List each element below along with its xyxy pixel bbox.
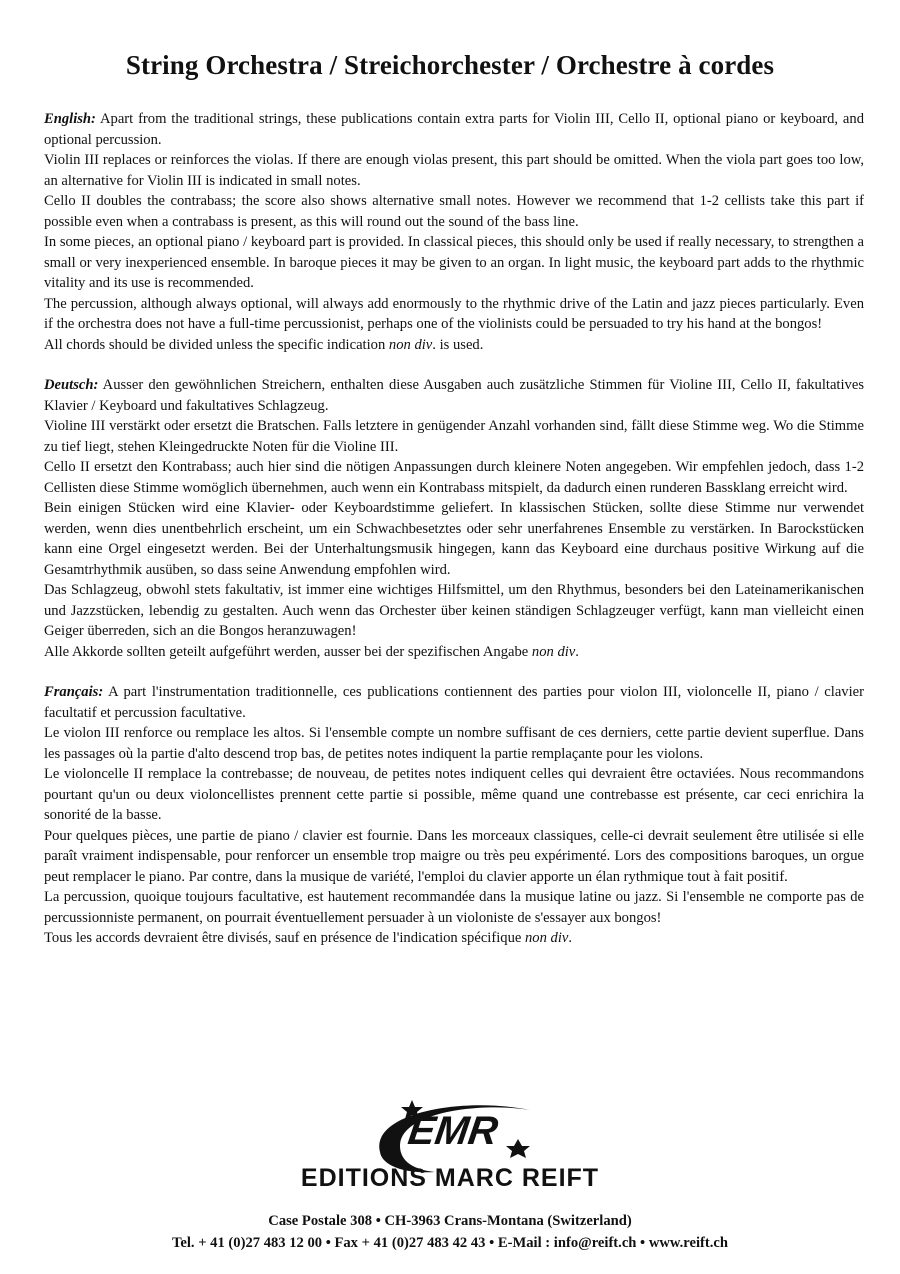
footer: [0, 1210, 900, 1254]
paragraph: Violin III replaces or reinforces the violas. If there are enough violas present, this part should be omitted. When the viola part goes too low, an alternative for Violin III is indicated in small notes.: [44, 152, 864, 189]
paragraph: [44, 335, 864, 356]
footer-contact: Tel. + 41 (0)27 483 12 00 • Fax + 41 (0)27 483 42 43 • E-Mail : info@reift.ch • www.reift.ch: [172, 1235, 728, 1251]
paragraph: In some pieces, an optional piano / keyboard part is provided. In classical pieces, this should only be used if really necessary, to strengthen a small or very inexperienced ensemble. In baroque pieces it may be given to an organ. In light music, the keyboard part adds to the rhythmic vitality and its use is recommended.: [44, 234, 864, 291]
publisher-logo: [0, 1096, 900, 1201]
paragraph: La percussion, quoique toujours facultative, est hautement recommandée dans la musique latine ou jazz. Si l'ensemble ne comporte pas de percussionniste permanent, on pourrait éventuellement persuader à un violoniste de s'essayer aux bongos!: [44, 889, 864, 926]
page-title: String Orchestra / Streichorchester / Orchestre à cordes: [125, 50, 775, 80]
paragraph: Cello II doubles the contrabass; the score also shows alternative small notes. However we recommend that 1-2 cellists take this part if possible even when a contrabass is present, as this will round out the sound of the bass line.: [44, 193, 864, 230]
paragraph-intro: [44, 682, 864, 723]
text: .: [568, 930, 573, 946]
paragraph: [44, 928, 864, 949]
paragraph: Le violoncelle II remplace la contrebasse; de nouveau, de petites notes indiquent celles qui devraient être octaviées. Nous recommandons pourtant qu'un ou deux violoncellistes prennent cette partie si possible, même quand une contrebasse est présente, car ceci enrichira la sonorité de la basse.: [44, 766, 864, 823]
emphasis: non div: [525, 930, 569, 946]
section-english: [44, 109, 864, 355]
logo-name: EDITIONS MARC REIFT: [300, 1164, 600, 1192]
language-label: Deutsch:: [44, 377, 99, 393]
language-label: English:: [44, 111, 96, 127]
paragraph: Violine III verstärkt oder ersetzt die Bratschen. Falls letztere in genügender Anzahl vorhanden sind, fällt diese Stimme weg. Wo die Stimme zu tief liegt, stehen Kleingedruckte Noten für die Violine III.: [44, 418, 864, 455]
text: Tous les accords devraient être divisés, sauf en présence de l'indication spécifique: [44, 930, 525, 946]
language-label: Français:: [44, 684, 104, 700]
emr-logo-icon: [230, 1096, 670, 1196]
text: All chords should be divided unless the specific indication: [44, 336, 389, 353]
text: Alle Akkorde sollten geteilt aufgeführt werden, ausser bei der spezifischen Angabe: [44, 643, 532, 660]
paragraph-intro: [44, 109, 864, 150]
paragraph-intro: [44, 375, 864, 416]
document-body: [44, 109, 864, 969]
paragraph: The percussion, although always optional, will always add enormously to the rhythmic drive of the Latin and jazz pieces particularly. Even if the orchestra does not have a full-time percussionist, perhaps one of the violinists could be persuaded to try his hand at the bongos!: [44, 295, 864, 332]
intro-text: Ausser den gewöhnlichen Streichern, enthalten diese Ausgaben auch zusätzliche Stimmen für Violine III, Cello II, fakultatives Klavier / Keyboard und fakultatives Schlagzeug.: [44, 377, 864, 414]
intro-text: Apart from the traditional strings, these publications contain extra parts for Violin III, Cello II, optional piano or keyboard, and optional percussion.: [44, 111, 864, 148]
emphasis: non div: [388, 336, 433, 353]
paragraph: Bein einigen Stücken wird eine Klavier- oder Keyboardstimme geliefert. In klassischen Stücken, sollte diese Stimme nur verwendet werden, wenn dies unentbehrlich erscheint, um ein Schwachbesetztes oder sehr unerfahrenes Ensemble zu verstärken. In Barockstücken kann eine Orgel eingesetzt werden. Bei der Unterhaltungsmusik hingegen, kann das Keyboard eine durchaus positive Wirkung auf die Gesamtrhythmik ausüben, so dass seine Anwendung empfohlen wird.: [44, 500, 864, 578]
intro-text: A part l'instrumentation traditionnelle, ces publications contiennent des parties pour violon III, violoncelle II, piano / clavier facultatif et percussion facultative.: [44, 684, 864, 721]
paragraph: Pour quelques pièces, une partie de piano / clavier est fournie. Dans les morceaux classiques, celle-ci devrait seulement être utilisée si elle paraît vraiment indispensable, pour renforcer un ensemble trop maigre ou très peu expérimenté. Lors des compositions baroques, un orgue peut remplacer le piano. Par contre, dans la musique de variété, l'emploi du clavier apporte un élan rythmique tout à fait positif.: [44, 827, 864, 885]
paragraph: Das Schlagzeug, obwohl stets fakultativ, ist immer eine wichtiges Hilfsmittel, um den Rhythmus, besonders bei den Lateinamerikanischen und Jazzstücken, lebendig zu gestalten. Auch wenn das Orchester über keinen ständigen Schlagzeuger verfügt, kann man vielleicht einen Geiger überreden, sich an die Bongos heranzuwagen!: [44, 582, 864, 639]
section-francais: [44, 682, 864, 949]
footer-address: Case Postale 308 • CH-3963 Crans-Montana (Switzerland): [268, 1213, 632, 1229]
section-deutsch: [44, 375, 864, 662]
text: . is used.: [432, 336, 484, 353]
text: .: [575, 643, 579, 660]
emphasis: non div: [531, 643, 576, 660]
paragraph: Le violon III renforce ou remplace les altos. Si l'ensemble compte un nombre suffisant de ces derniers, cette partie devient superflue. Dans les passages où la partie d'alto descend trop bas, de petites notes indiquent la partie remplaçante pour les violons.: [44, 725, 864, 762]
paragraph: Cello II ersetzt den Kontrabass; auch hier sind die nötigen Anpassungen durch kleinere Noten angegeben. Wir empfehlen jedoch, dass 1-2 Cellisten diese Stimme womöglich übernehmen, auch wenn ein Kontrabass mitspielt, da dadurch einen runderen Bassklang erreicht wird.: [44, 459, 864, 496]
logo-mark: EMR: [405, 1108, 501, 1153]
paragraph: [44, 642, 864, 663]
